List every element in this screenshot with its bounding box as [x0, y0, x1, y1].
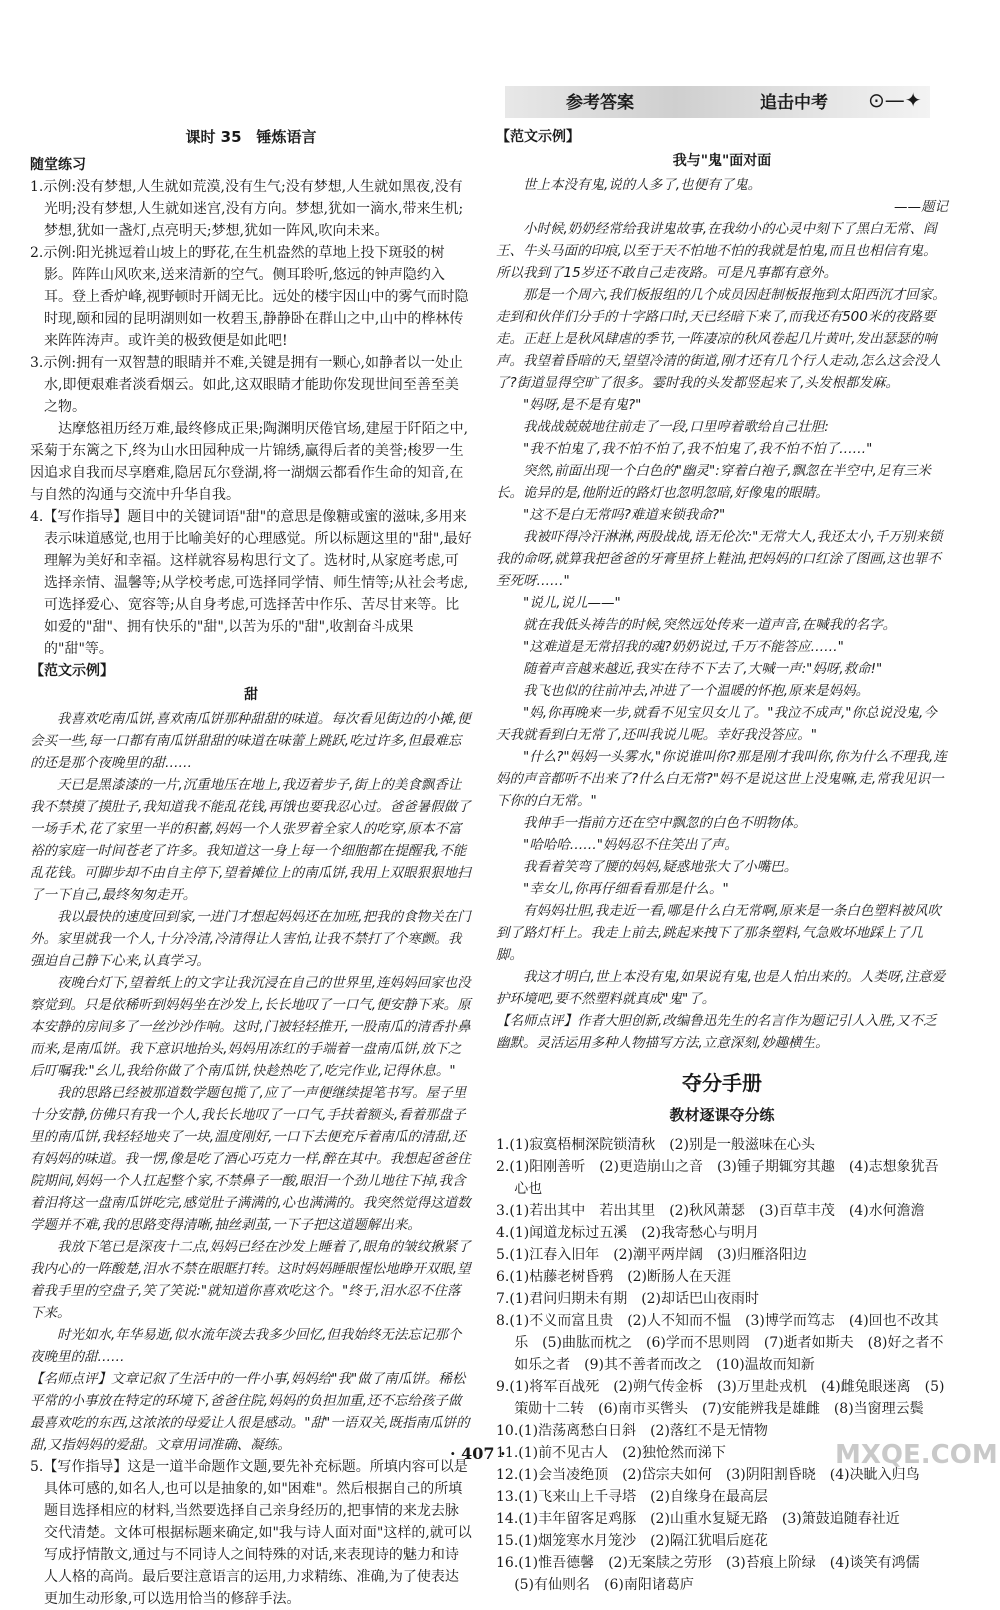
- page-number: · 407 ·: [450, 1444, 506, 1463]
- essay-paragraph: 我被吓得冷汗淋淋,两股战战,语无伦次:"无常大人,我还太小,千万别来锁我的命呀,就算我把爸爸的牙膏里挤上鞋油,把妈妈的口红涂了图画,这也罪不至死呀……": [496, 529, 943, 589]
- watermark: MXQE.COM: [835, 1440, 998, 1470]
- handbook-title: 夺分手册: [682, 1071, 762, 1095]
- essay-paragraph: 我喜欢吃南瓜饼,喜欢南瓜饼那种甜甜的味道。每次看见街边的小摊,便会买一些,每一口都有南瓜饼甜甜的味道在味蕾上跳跃,吃过许多,但最难忘的还是那个夜晚里的甜……: [30, 711, 471, 771]
- answer-item: 7.(1)君问归期未有期 (2)却话巴山夜雨时: [496, 1291, 760, 1307]
- answer-item: 12.(1)会当凌绝顶 (2)岱宗夫如何 (3)阴阳割昏晓 (4)决眦入归鸟: [496, 1467, 920, 1483]
- answer-item: 达摩悠祖历经万难,最终修成正果;陶渊明厌倦官场,建屋于阡陌之中,采菊于东篱之下,终为山水田园种成一片锦绣,赢得后者的美誉;梭罗一生因追求自我而尽享磨难,隐居瓦尔登湖,将一湖烟云都看作生命的知音,在与自然的沟通与交流中升华自我。: [30, 421, 469, 503]
- essay-paragraph: "什么?"妈妈一头雾水,"你说谁叫你?那是刚才我叫你,你为什么不理我,连妈的声音都听不出来了?什么白无常?"妈不是说这世上没鬼嘛,走,常我见识一下你的白无常。": [496, 749, 947, 809]
- answer-item: 5.【写作指导】这是一道半命题作文题,要先补充标题。所填内容可以是具体可感的,如名人,也可以是抽象的,如"困难"。然后根据自己的所填题目选择相应的材料,当然要选择自己亲身经历的,把事情的来龙去脉交代清楚。文体可根据标题来确定,如"我与诗人面对面"这样的,就可以写成抒情散文,通过与不同诗人之间特殊的对话,来表现诗的魅力和诗人人格的高尚。最后要注意语言的运用,力求精练、准确,为了使表达更加生动形象,可以选用恰当的修辞手法。: [30, 1459, 472, 1607]
- answer-item: 6.(1)枯藤老树昏鸦 (2)断肠人在天涯: [496, 1269, 732, 1285]
- essay-paragraph: 那是一个周六,我们板报组的几个成员因赶制板报拖到太阳西沉才回家。走到和伙伴们分手的十字路口时,天已经暗下来了,而我还有500米的夜路要走。正赶上是秋风肆虐的季节,一阵凄凉的秋风卷起几片黄叶,发出瑟瑟的响声。我望着昏暗的天,望望冷清的街道,刚才还有几个行人走动,怎么这会没人了?街道显得空旷了很多。霎时我的头发都竖起来了,头发根都发麻。: [496, 287, 946, 391]
- practice-label: 随堂练习: [30, 157, 86, 173]
- essay-paragraph: "妈,你再晚来一步,就看不见宝贝女儿了。"我泣不成声,"你总说没鬼,今天我就看到白无常了,还叫我说儿呢。幸好我没答应。": [496, 705, 937, 743]
- essay-paragraph: "这难道是无常招我的魂?奶奶说过,千万不能答应……": [523, 639, 844, 655]
- answer-item: 16.(1)惟吾德馨 (2)无案牍之劳形 (3)苔痕上阶绿 (4)谈笑有鸿儒 (5)有仙则名 (6)南阳诸葛庐: [496, 1555, 934, 1593]
- essay-paragraph: 我的思路已经被那道数学题包揽了,应了一声便继续提笔书写。屋子里十分安静,仿佛只有我一个人,我长长地叹了一口气,手扶着额头,看着那盘子里的南瓜饼,我轻轻地夹了一块,温度刚好,一口下去便充斥着南瓜的清甜,还有妈妈的味道。我一愣,像是吃了酒心巧克力一样,醉在其中。我想起爸爸住院期间,妈妈一个人扛起整个家,不禁鼻子一酸,眼泪一个劲儿地往下掉,我含着泪将这一盘南瓜饼吃完,感觉肚子满满的,心也满满的。我突然觉得这道数学题并不难,我的思路变得清晰,抽丝剥茧,一下子把这道题解出来。: [30, 1085, 471, 1233]
- answer-item: 3.示例:拥有一双智慧的眼睛并不难,关键是拥有一颗心,如静者以一处止水,即便艰难者淡看烟云。如此,这双眼睛才能助你发现世间至善至美之物。: [30, 355, 463, 415]
- left-column: [30, 126, 472, 1610]
- handbook-subtitle: 教材逐课夺分练: [669, 1106, 775, 1124]
- essay-paragraph: 天已是黑漆漆的一片,沉重地压在地上,我迈着步子,街上的美食飘香让我不禁摸了摸肚子,我知道我不能乱花钱,再饿也要我忍心过。爸爸暑假做了一场手术,花了家里一半的积蓄,妈妈一个人张罗着全家人的吃穿,原本不富裕的家庭一时间苍老了许多。我知道这一身上每一个细胞都在提醒我,不能乱花钱。可脚步却不由自主停下,望着摊位上的南瓜饼,我用上双眼狠狠地扫了一下自己,最终匆匆走开。: [30, 777, 471, 903]
- essay-paragraph: 我放下笔已是深夜十二点,妈妈已经在沙发上睡着了,眼角的皱纹揪紧了我内心的一阵酸楚,泪水不禁在眼眶打转。这时妈妈睡眼惺忪地睁开双眼,望着我手里的空盘子,笑了笑说:"就知道你喜欢吃这个。"终于,泪水忍不住落下来。: [30, 1239, 471, 1321]
- answer-item: 2.(1)阳刚善听 (2)更造崩山之音 (3)锺子期辄穷其趣 (4)志想象犹吾心也: [496, 1159, 939, 1197]
- essay-body: [496, 174, 948, 1054]
- essay-paragraph: "我不怕鬼了,我不怕不怕了,我不怕鬼了,我不怕不怕了……": [523, 441, 873, 457]
- essay-paragraph: 我飞也似的往前冲去,冲进了一个温暖的怀抱,原来是妈妈。: [523, 683, 870, 699]
- sample-label: 【范文示例】: [30, 663, 114, 679]
- answer-item: 8.(1)不义而富且贵 (2)人不知而不愠 (3)博学而笃志 (4)回也不改其乐 (5)曲肱而枕之 (6)学而不思则罔 (7)逝者如斯夫 (8)好之者不如乐之者 (9)其不善者而改之 (10)温故而知新: [496, 1313, 944, 1373]
- answer-item: 5.(1)江春入旧年 (2)潮平两岸阔 (3)归雁洛阳边: [496, 1247, 807, 1263]
- answer-item: 1.(1)寂寞梧桐深院锁清秋 (2)别是一般滋味在心头: [496, 1137, 816, 1153]
- teacher-comment: 【名师点评】文章记叙了生活中的一件小事,妈妈给"我"做了南瓜饼。稀松平常的小事放在特定的环境下,爸爸住院,妈妈的负担加重,还不忘给孩子做最喜欢吃的东西,这浓浓的母爱让人很是感动。"甜"一语双关,既指南瓜饼的甜,又指妈妈的爱甜。文章用词准确、凝练。: [30, 1371, 470, 1453]
- essay-paragraph: 我看着笑弯了腰的妈妈,疑惑地张大了小嘴巴。: [523, 859, 798, 875]
- right-column: [496, 126, 948, 1596]
- essay-paragraph: "哈哈哈……"妈妈忍不住笑出了声。: [523, 837, 738, 853]
- essay-body: [30, 708, 472, 1456]
- header-series-label: 追击中考: [760, 93, 828, 113]
- essay-paragraph: "妈呀,是不是有鬼?": [523, 397, 642, 413]
- answer-item: 13.(1)飞来山上千寻塔 (2)自缘身在最高层: [496, 1489, 768, 1505]
- answer-item: 15.(1)烟笼寒水月笼沙 (2)隔江犹唱后庭花: [496, 1533, 768, 1549]
- epigraph: 世上本没有鬼,说的人多了,也便有了鬼。: [523, 177, 762, 193]
- essay-paragraph: 随着声音越来越近,我实在待不下去了,大喊一声:"妈呀,救命!": [523, 661, 883, 677]
- epigraph-credit: ——题记: [894, 199, 948, 215]
- answer-item: 10.(1)浩荡离愁白日斜 (2)落红不是无情物: [496, 1423, 768, 1439]
- answer-item: 9.(1)将军百战死 (2)朔气传金柝 (3)万里赴戎机 (4)雌兔眼迷离 (5)策勋十二转 (6)南市买辔头 (7)安能辨我是雄雌 (8)当窗理云鬓: [496, 1379, 945, 1417]
- answer-item: 14.(1)丰年留客足鸡豚 (2)山重水复疑无路 (3)箫鼓追随春社近: [496, 1511, 900, 1527]
- answer-item: 4.(1)闻道龙标过五溪 (2)我寄愁心与明月: [496, 1225, 760, 1241]
- answer-item: 11.(1)前不见古人 (2)独怆然而涕下: [496, 1445, 726, 1461]
- essay-paragraph: "说儿,说儿——": [523, 595, 621, 611]
- essay-paragraph: 就在我低头祷告的时候,突然远处传来一道声音,在喊我的名字。: [523, 617, 897, 633]
- essay-paragraph: 小时候,奶奶经常给我讲鬼故事,在我幼小的心灵中刻下了黑白无常、阎王、牛头马面的印痕,以至于天不怕地不怕的我就是怕鬼,而且也相信有鬼。所以我到了15岁还不敢自己走夜路。可是凡事都有意外。: [496, 221, 937, 281]
- answer-item: 2.示例:阳光挑逗着山坡上的野花,在生机盎然的草地上投下斑驳的树影。阵阵山风吹来,送来清新的空气。侧耳聆听,悠远的钟声隐约入耳。登上香炉峰,视野顿时开阔无比。远处的楼宇因山中的雾气而时隐时现,颐和园的昆明湖则如一枚碧玉,静静卧在群山之中,山中的桦林传来阵阵涛声。或许美的极致便是如此吧!: [30, 245, 469, 349]
- answer-item: 1.示例:没有梦想,人生就如荒漠,没有生气;没有梦想,人生就如黑夜,没有光明;没有梦想,人生就如迷宫,没有方向。梦想,犹如一滴水,带来生机;梦想,犹如一盏灯,点亮明天;梦想,犹如一阵风,吹向未来。: [30, 179, 464, 239]
- essay-paragraph: 时光如水,年华易逝,似水流年淡去我多少回忆,但我始终无法忘记那个夜晚里的甜……: [30, 1327, 462, 1365]
- essay-paragraph: 有妈妈壮胆,我走近一看,哪是什么白无常啊,原来是一条白色塑料被风吹到了路灯杆上。我走上前去,跳起来拽下了那条塑料,气急败坏地踩上了几脚。: [496, 903, 941, 963]
- essay-title: 我与"鬼"面对面: [672, 153, 772, 169]
- essay-paragraph: "幸女儿,你再仔细看看那是什么。": [523, 881, 729, 897]
- essay-paragraph: 我这才明白,世上本没有鬼,如果说有鬼,也是人怕出来的。人类呀,注意爱护环境吧,要不然塑料就真成"鬼"了。: [496, 969, 946, 1007]
- essay-paragraph: 突然,前面出现一个白色的"幽灵":穿着白袍子,飘忽在半空中,足有三米长。诡异的是,他附近的路灯也忽明忽暗,好像鬼的眼睛。: [496, 463, 931, 501]
- teacher-comment: 【名师点评】作者大胆创新,改编鲁迅先生的名言作为题记引人入胜,又不乏幽默。灵活运用多种人物描写方法,立意深刻,妙趣横生。: [496, 1013, 937, 1051]
- header-answers-label: 参考答案: [566, 93, 634, 113]
- sample-label: 【范文示例】: [496, 129, 580, 145]
- answer-item: 4.【写作指导】题目中的关键词语"甜"的意思是像糖或蜜的滋味,多用来表示味道感觉,也用于比喻美好的心理感觉。所以标题这里的"甜",最好理解为美好和幸福。这样就容易构思行文了。选材时,从家庭考虑,可选择亲情、温馨等;从学校考虑,可选择同学情、师生情等;从社会考虑,可选择爱心、宽容等;从自身考虑,可选择苦中作乐、苦尽甘来等。比如爱的"甜"、拥有快乐的"甜",以苦为乐的"甜",收割奋斗成果的"甜"等。: [30, 509, 472, 657]
- essay-title: 甜: [244, 687, 258, 703]
- essay-paragraph: "这不是白无常吗?难道来锁我命?": [523, 507, 726, 523]
- essay-paragraph: 我以最快的速度回到家,一进门才想起妈妈还在加班,把我的食物关在门外。家里就我一个人,十分冷清,冷清得让人害怕,让我不禁打了个寒颤。我强迫自己静下心来,认真学习。: [30, 909, 471, 969]
- essay-paragraph: 我伸手一指前方还在空中飘忽的白色不明物体。: [523, 815, 807, 831]
- arrow-icon: ⊙—✦: [868, 88, 922, 112]
- lesson-title: 课时 35 锤炼语言: [185, 128, 317, 146]
- essay-paragraph: 我战战兢兢地往前走了一段,口里哼着歌给自己壮胆:: [523, 419, 829, 435]
- essay-paragraph: 夜晚台灯下,望着纸上的文字让我沉浸在自己的世界里,连妈妈回家也没察觉到。只是依稀听到妈妈坐在沙发上,长长地叹了一口气,便安静下来。原本安静的房间多了一丝沙沙作响。这时,门被轻轻推开,一股南瓜的清香扑鼻而来,是南瓜饼。我下意识地抬头,妈妈用冻红的手端着一盘南瓜饼,放下之后叮嘱我:"幺儿,我给你做了个南瓜饼,快趁热吃了,吃完作业,记得休息。": [30, 975, 471, 1079]
- answer-item: 3.(1)若出其中 若出其里 (2)秋风萧瑟 (3)百草丰茂 (4)水何澹澹: [496, 1203, 925, 1219]
